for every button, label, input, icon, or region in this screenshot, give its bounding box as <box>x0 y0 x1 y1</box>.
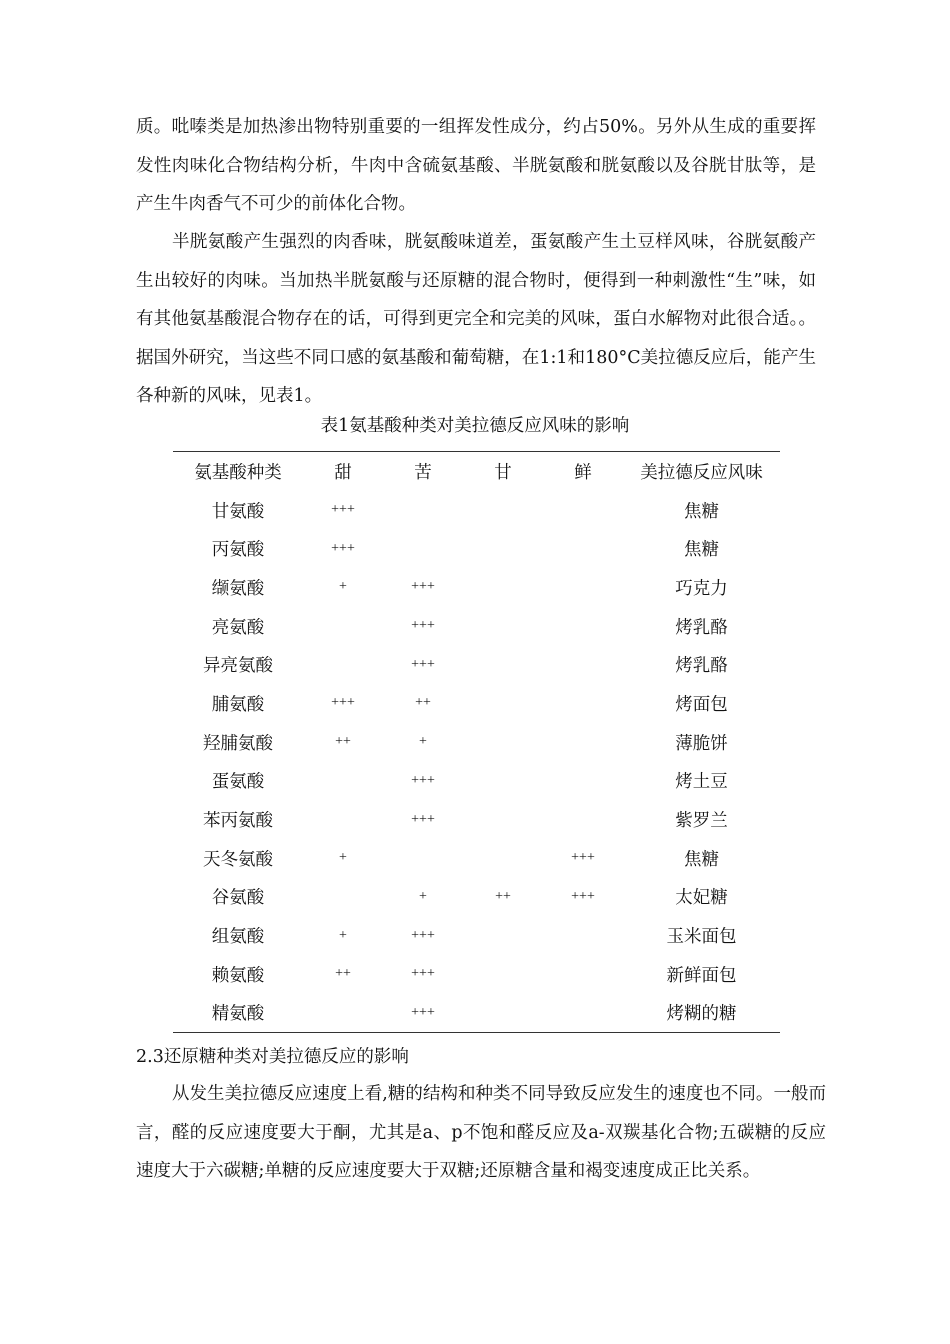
cell-amino-acid: 天冬氨酸 <box>203 849 273 870</box>
cell-amino-acid: 甘氨酸 <box>211 501 265 522</box>
cell-umami <box>543 684 623 723</box>
cell-flavor: 烤面包 <box>675 694 728 715</box>
cell-gan <box>463 491 543 530</box>
cell-sweet: ++ <box>335 966 351 982</box>
cell-gan: ++ <box>495 888 511 904</box>
cell-flavor: 烤乳酪 <box>675 656 728 677</box>
header-gan: 甘 <box>494 462 512 483</box>
header-bitter: 苦 <box>414 462 432 483</box>
cell-sweet: + <box>339 579 347 595</box>
table-row <box>173 529 780 568</box>
table-row <box>173 684 780 723</box>
cell-bitter: ++ <box>415 695 431 711</box>
paragraph-intro-continued: 质。吡嗪类是加热渗出物特别重要的一组挥发性成分，约占50%。另外从生成的重要挥发性肉味化合物结构分析，牛肉中含硫氨基酸、半胱氨酸和胱氨酸以及谷胱甘肽等，是产生牛肉香气不可少的前体化合物。 <box>136 117 816 214</box>
cell-flavor: 烤糊的糖 <box>666 1004 737 1025</box>
header-sweet: 甜 <box>334 462 352 483</box>
cell-sweet <box>303 878 383 917</box>
cell-gan <box>463 916 543 955</box>
cell-bitter: + <box>419 734 427 750</box>
amino-acid-flavor-table <box>173 451 780 1033</box>
cell-gan <box>463 607 543 646</box>
cell-bitter: +++ <box>411 579 435 595</box>
cell-bitter: +++ <box>411 1004 435 1020</box>
cell-gan <box>463 568 543 607</box>
cell-umami <box>543 529 623 568</box>
table-row <box>173 723 780 762</box>
table-row <box>173 568 780 607</box>
cell-flavor: 巧克力 <box>675 578 728 599</box>
cell-amino-acid: 异亮氨酸 <box>203 656 273 677</box>
cell-bitter: +++ <box>411 966 435 982</box>
cell-flavor: 玉米面包 <box>666 927 737 948</box>
cell-gan <box>463 529 543 568</box>
paragraph-sugar-reaction: 从发生美拉德反应速度上看,糖的结构和种类不同导致反应发生的速度也不同。一般而言，醛的反应速度要大于酮，尤其是a、p不饱和醛反应及a-双羰基化合物;五碳糖的反应速度大于六碳糖;单糖的反应速度要大于双糖;还原糖含量和褐变速度成正比关系。 <box>136 1084 826 1181</box>
table-row <box>173 994 780 1033</box>
cell-gan <box>463 994 543 1033</box>
cell-umami: +++ <box>571 850 595 866</box>
cell-flavor: 新鲜面包 <box>666 965 737 986</box>
cell-umami <box>543 491 623 530</box>
cell-sweet: +++ <box>331 540 355 556</box>
cell-amino-acid: 谷氨酸 <box>211 888 265 909</box>
cell-umami <box>543 994 623 1033</box>
table-row <box>173 955 780 994</box>
cell-gan <box>463 955 543 994</box>
cell-sweet: + <box>339 927 347 943</box>
cell-gan <box>463 645 543 684</box>
cell-gan <box>463 800 543 839</box>
cell-amino-acid: 丙氨酸 <box>211 540 265 561</box>
table-body <box>173 491 780 1033</box>
cell-flavor: 紫罗兰 <box>675 811 728 832</box>
cell-umami <box>543 607 623 646</box>
cell-sweet: +++ <box>331 695 355 711</box>
header-maillard-flavor: 美拉德反应风味 <box>640 462 763 483</box>
cell-sweet <box>303 645 383 684</box>
cell-amino-acid: 蛋氨酸 <box>211 772 265 793</box>
cell-sweet: +++ <box>331 502 355 518</box>
section-heading: 2.3还原糖种类对美拉德反应的影响 <box>136 1047 409 1067</box>
cell-umami <box>543 762 623 801</box>
cell-umami: +++ <box>571 888 595 904</box>
cell-bitter: +++ <box>411 811 435 827</box>
cell-gan <box>463 839 543 878</box>
table-caption: 表1氨基酸种类对美拉德反应风味的影响 <box>320 416 630 436</box>
table-row <box>173 839 780 878</box>
header-umami: 鲜 <box>574 462 592 483</box>
table-row <box>173 916 780 955</box>
cell-flavor: 烤乳酪 <box>675 617 728 638</box>
paragraph-amino-acid-flavors: 半胱氨酸产生强烈的肉香味，胱氨酸味道差，蛋氨酸产生土豆样风味，谷胱氨酸产生出较好的肉味。当加热半胱氨酸与还原糖的混合物时，便得到一种刺激性“生”味，如有其他氨基酸混合物存在的话，可得到更完全和完美的风味，蛋白水解物对此很合适。。据国外研究，当这些不同口感的氨基酸和葡萄糖，在1:1和180°C美拉德反应后，能产生各种新的风味，见表1。 <box>136 232 816 406</box>
cell-flavor: 薄脆饼 <box>675 733 728 754</box>
cell-bitter <box>383 529 463 568</box>
cell-umami <box>543 955 623 994</box>
table-row <box>173 800 780 839</box>
cell-amino-acid: 赖氨酸 <box>211 965 265 986</box>
cell-sweet <box>303 994 383 1033</box>
cell-sweet: + <box>339 850 347 866</box>
cell-flavor: 焦糖 <box>684 540 719 561</box>
cell-amino-acid: 精氨酸 <box>211 1004 265 1025</box>
cell-gan <box>463 723 543 762</box>
cell-umami <box>543 916 623 955</box>
cell-flavor: 焦糖 <box>684 849 719 870</box>
cell-gan <box>463 684 543 723</box>
cell-amino-acid: 亮氨酸 <box>211 617 265 638</box>
table-row <box>173 878 780 917</box>
cell-sweet <box>303 762 383 801</box>
table-row <box>173 762 780 801</box>
cell-amino-acid: 脯氨酸 <box>211 694 265 715</box>
table-row <box>173 645 780 684</box>
cell-flavor: 焦糖 <box>684 501 719 522</box>
table-row <box>173 607 780 646</box>
cell-amino-acid: 组氨酸 <box>211 927 265 948</box>
header-amino-acid: 氨基酸种类 <box>194 462 282 483</box>
cell-amino-acid: 缬氨酸 <box>211 578 265 599</box>
cell-bitter: +++ <box>411 618 435 634</box>
cell-flavor: 太妃糖 <box>675 888 728 909</box>
cell-bitter <box>383 839 463 878</box>
cell-sweet <box>303 800 383 839</box>
cell-umami <box>543 568 623 607</box>
cell-bitter: +++ <box>411 772 435 788</box>
cell-bitter: +++ <box>411 927 435 943</box>
cell-bitter: + <box>419 888 427 904</box>
cell-umami <box>543 723 623 762</box>
cell-bitter: +++ <box>411 656 435 672</box>
cell-flavor: 烤土豆 <box>675 772 728 793</box>
cell-umami <box>543 645 623 684</box>
cell-gan <box>463 762 543 801</box>
cell-amino-acid: 羟脯氨酸 <box>203 733 273 754</box>
cell-bitter <box>383 491 463 530</box>
table-header-row <box>173 452 780 491</box>
cell-umami <box>543 800 623 839</box>
cell-sweet: ++ <box>335 734 351 750</box>
cell-amino-acid: 苯丙氨酸 <box>203 811 273 832</box>
cell-sweet <box>303 607 383 646</box>
table-row <box>173 491 780 530</box>
